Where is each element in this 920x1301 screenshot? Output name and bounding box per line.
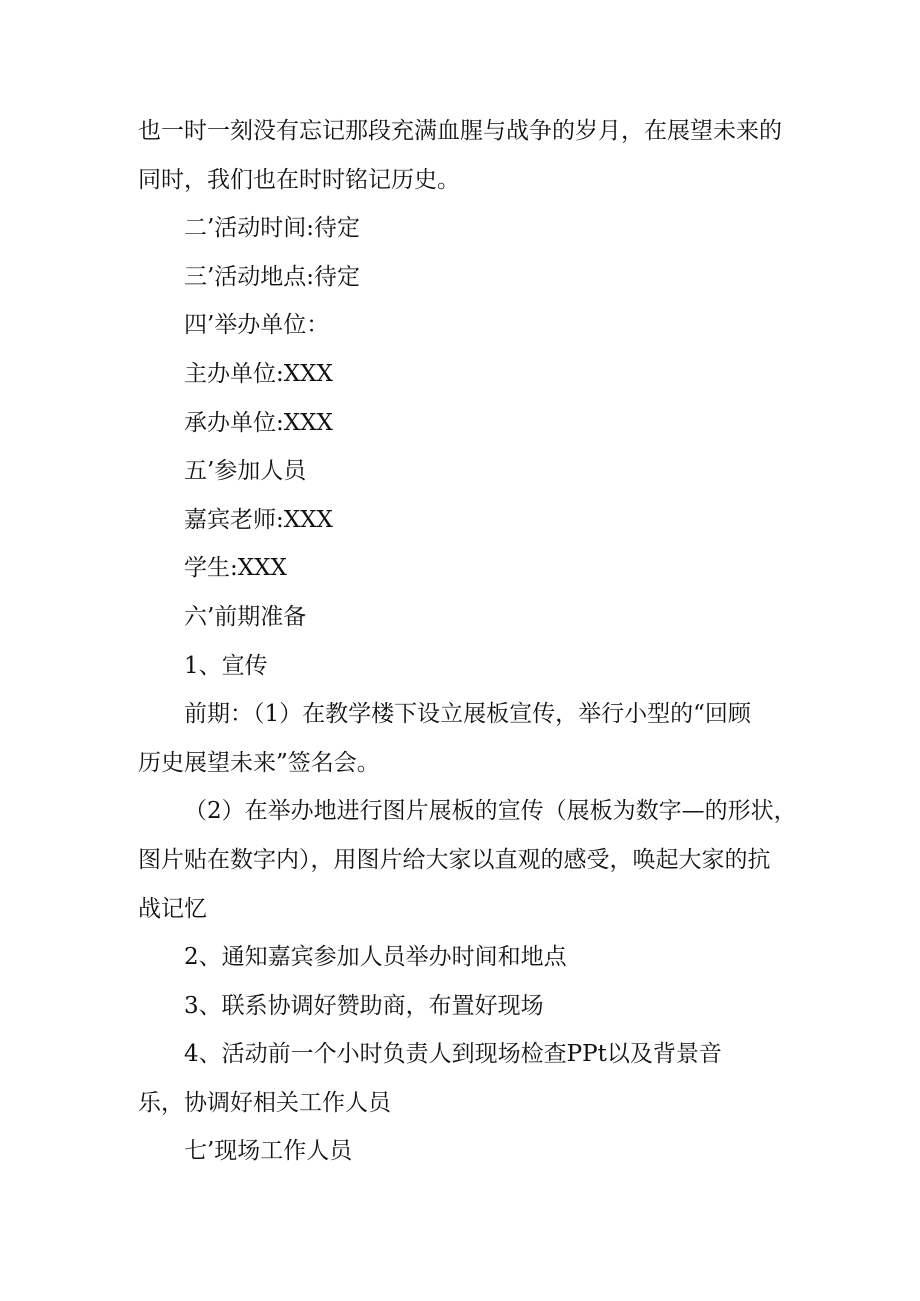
text-line: 七’现场工作人员 — [184, 1138, 353, 1165]
text-line: 嘉宾老师:XXX — [184, 506, 333, 533]
section-participants — [138, 447, 798, 496]
item-pre-event-check — [138, 1030, 798, 1127]
document-body — [138, 107, 798, 1176]
text-line: 主办单位:XXX — [184, 360, 333, 387]
text-line: 二’活动时间:待定 — [184, 215, 361, 242]
text-line: 承办单位:XXX — [184, 409, 333, 436]
text-line: 2、通知嘉宾参加人员举办时间和地点 — [184, 944, 567, 971]
students — [138, 544, 798, 593]
text-line: 三’活动地点:待定 — [184, 263, 361, 290]
item-publicity — [138, 642, 798, 691]
publicity-early-stage — [138, 690, 798, 787]
co-organizer — [138, 399, 798, 448]
text-line: 四’举办单位： — [184, 312, 330, 339]
item-contact-sponsors — [138, 982, 798, 1031]
text-line: 4、活动前一个小时负责人到现场检查PPt以及背景音 — [184, 1041, 722, 1068]
section-activity-location — [138, 253, 798, 302]
text-line: 前期：（1）在教学楼下设立展板宣传，举行小型的“回顾 — [184, 701, 751, 728]
text-line: 1、宣传 — [184, 652, 268, 679]
section-organizers — [138, 301, 798, 350]
paragraph-intro-continuation — [138, 107, 798, 204]
text-line: 也一时一刻没有忘记那段充满血腥与战争的岁月，在展望未来的 — [138, 118, 782, 144]
text-line: 六’前期准备 — [184, 603, 307, 630]
section-activity-time — [138, 204, 798, 253]
text-line: 图片贴在数字内），用图片给大家以直观的感受，唤起大家的抗 — [138, 846, 771, 873]
text-line: 五’参加人员 — [184, 458, 307, 485]
host-organizer — [138, 350, 798, 399]
text-line: 3、联系协调好赞助商，布置好现场 — [184, 992, 544, 1019]
guest-teachers — [138, 496, 798, 545]
section-onsite-staff — [138, 1127, 798, 1176]
text-line: 战记忆 — [138, 895, 207, 922]
text-line: （2）在举办地进行图片展板的宣传（展板为数字—的形状， — [184, 798, 797, 825]
text-line: 乐，协调好相关工作人员 — [138, 1089, 391, 1116]
section-preparation — [138, 593, 798, 642]
item-notify-guests — [138, 933, 798, 982]
publicity-photo-boards — [138, 787, 798, 933]
text-line: 学生:XXX — [184, 555, 287, 582]
text-line: 同时，我们也在时时铭记历史。 — [138, 166, 460, 193]
text-line: 历史展望未来”签名会。 — [138, 749, 380, 776]
